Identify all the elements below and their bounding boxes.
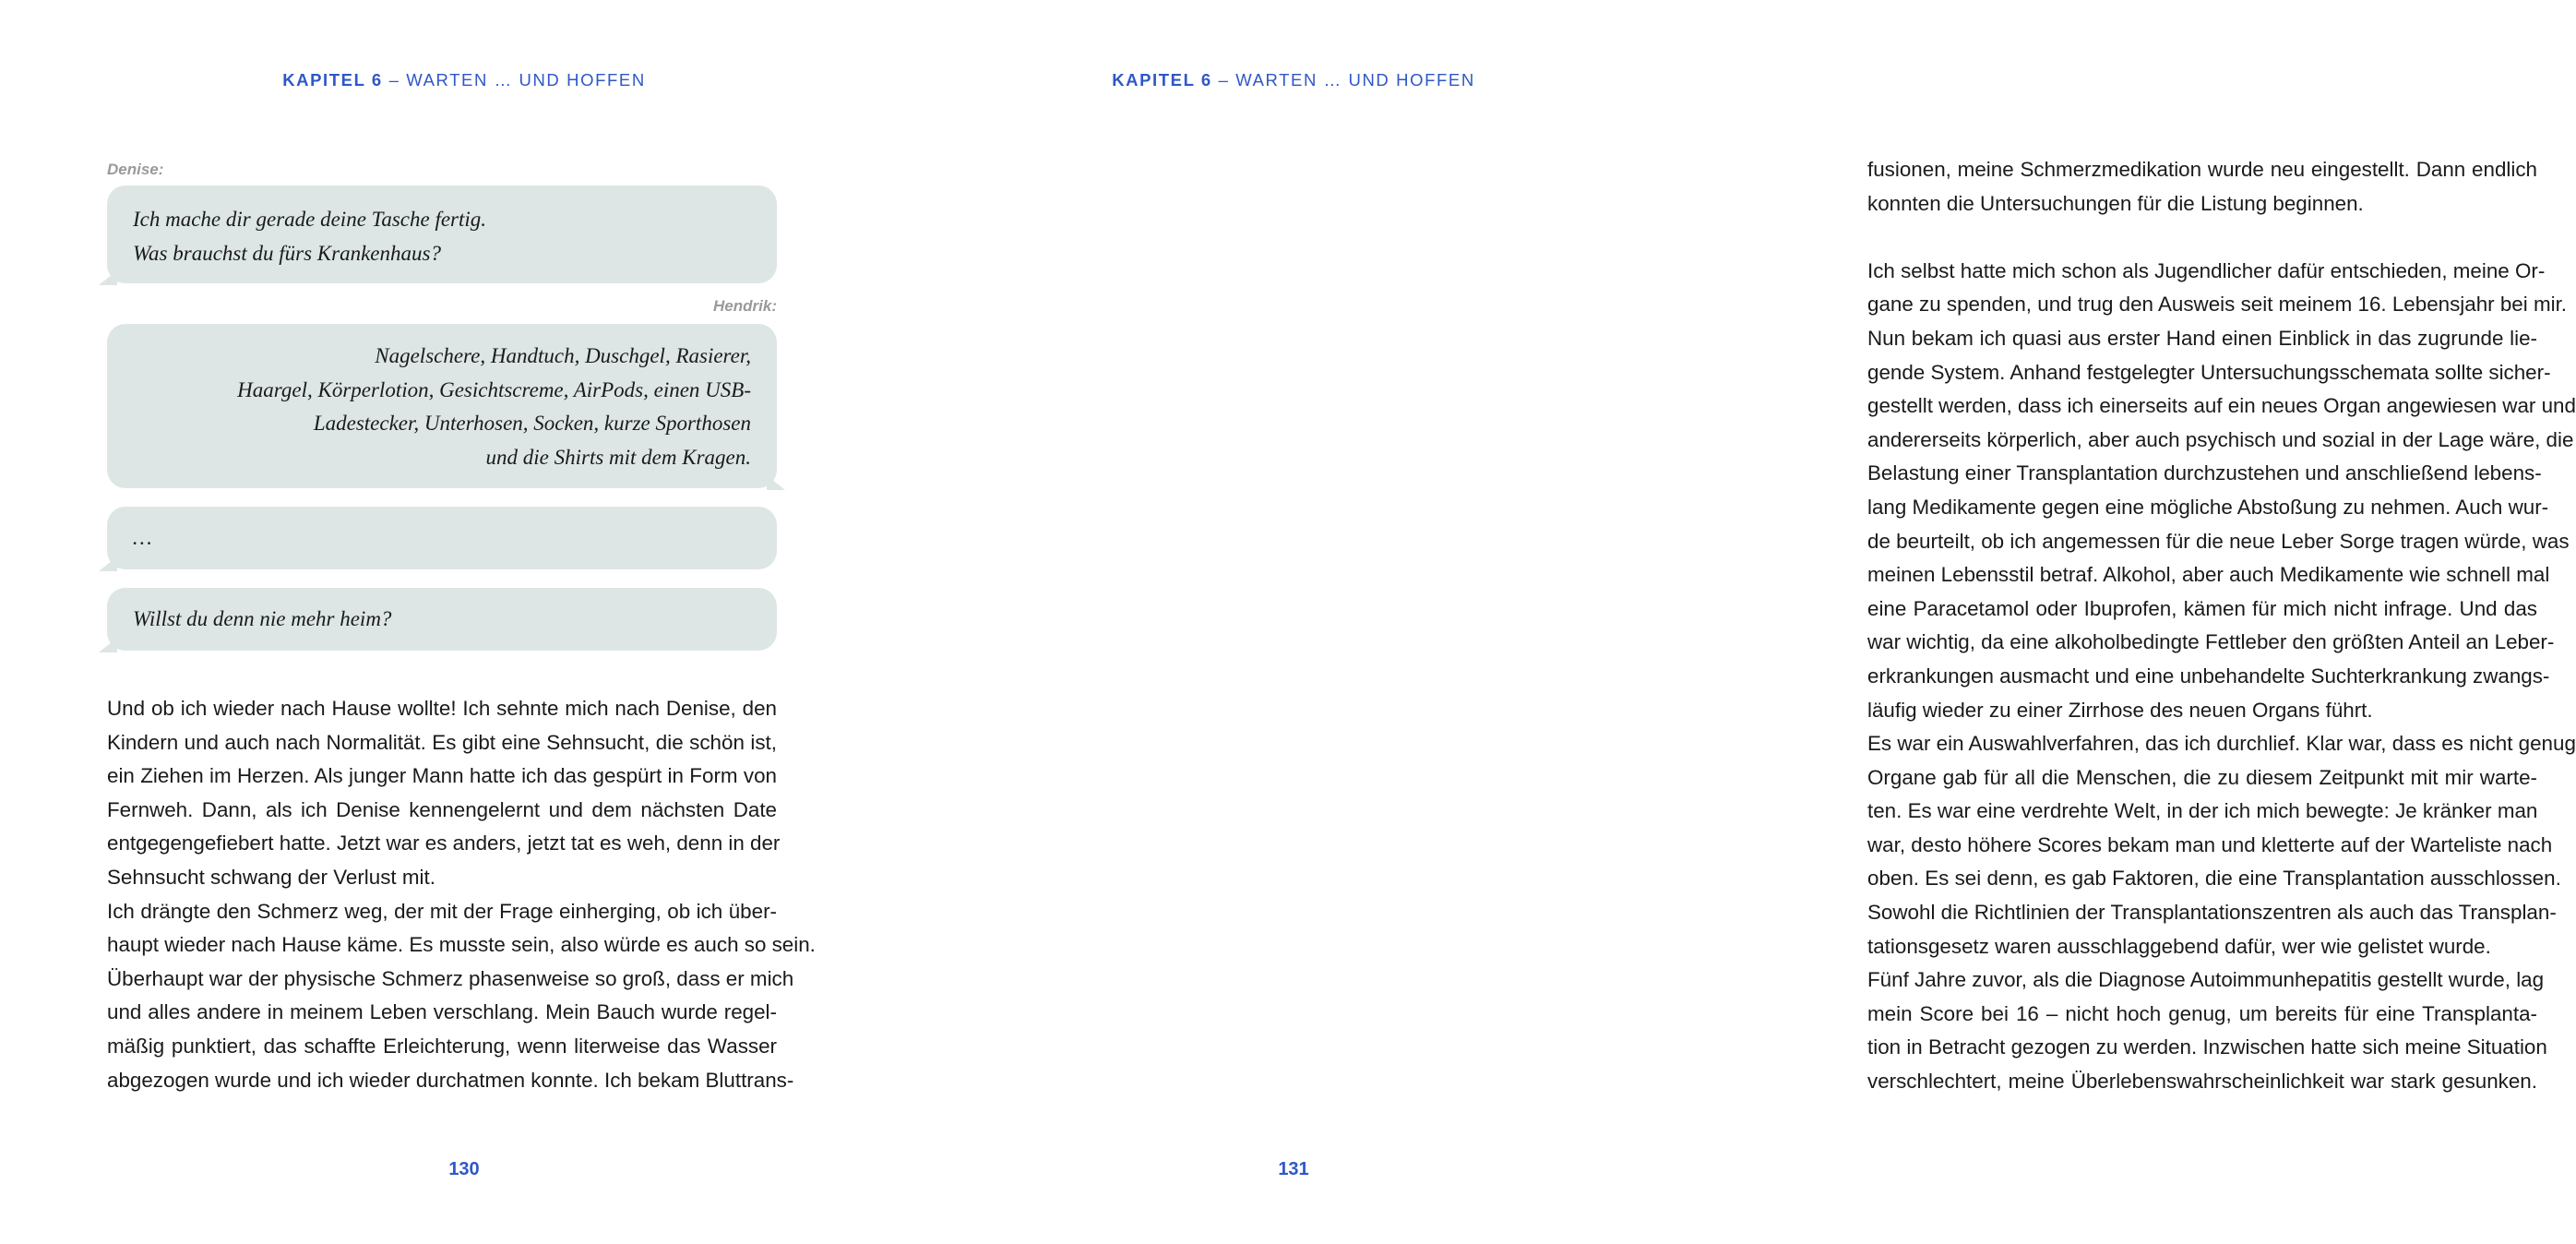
text-line: mäßig punktiert, das schaffte Erleichterung, wenn literweise das Wasser — [107, 1034, 777, 1058]
text-line: läufig wieder zu einer Zirrhose des neuen Organs führt. — [1867, 698, 2373, 722]
text-line: Sowohl die Richtlinien der Transplantationszentren als auch das Transplan- — [1867, 901, 2557, 925]
running-head-title: – WARTEN … UND HOFFEN — [382, 70, 646, 90]
chat-line: und die Shirts mit dem Kragen. — [485, 445, 751, 469]
body-text — [1867, 153, 2576, 1099]
text-line: war, desto höhere Scores bekam man und kletterte auf der Warteliste nach — [1867, 832, 2553, 856]
text-line: oben. Es sei denn, es gab Faktoren, die eine Transplantation ausschlossen. — [1867, 867, 2561, 891]
text-line: Fünf Jahre zuvor, als die Diagnose Autoimmunhepatitis gestellt wurde, lag — [1867, 968, 2545, 992]
text-line: andererseits körperlich, aber auch psychisch und sozial in der Lage wäre, die — [1867, 427, 2574, 451]
text-line: Nun bekam ich quasi aus erster Hand einen Einblick in das zugrunde lie- — [1867, 326, 2537, 350]
text-line: erkrankungen ausmacht und eine unbehandelte Suchterkrankung zwangs- — [1867, 664, 2550, 688]
text-line: Sehnsucht schwang der Verlust mit. — [107, 865, 435, 889]
text-line: gane zu spenden, und trug den Ausweis seit meinem 16. Lebensjahr bei mir. — [1867, 293, 2568, 317]
text-line: gende System. Anhand festgelegter Untersuchungsschemata sollte sicher- — [1867, 360, 2551, 384]
text-line: war wichtig, da eine alkoholbedingte Fettleber den größten Anteil an Leber- — [1867, 630, 2555, 654]
chat-line: Haargel, Körperlotion, Gesichtscreme, AirPods, einen USB- — [237, 377, 751, 401]
chat-line: Was brauchst du fürs Krankenhaus? — [133, 241, 441, 265]
chat-bubble-denise-3 — [107, 588, 777, 651]
text-line: Organe gab für all die Menschen, die zu diesem Zeitpunkt mit mir warte- — [1867, 765, 2537, 789]
text-line: haupt wieder nach Hause käme. Es musste sein, also würde es auch so sein. — [107, 933, 816, 957]
text-line: fusionen, meine Schmerzmedikation wurde neu eingestellt. Dann endlich — [1867, 158, 2537, 181]
text-line: Belastung einer Transplantation durchzustehen und anschließend lebens- — [1867, 461, 2542, 485]
running-head-chapter: KAPITEL 6 — [1112, 70, 1212, 90]
running-head — [26, 70, 902, 90]
speaker-label-hendrik: Hendrik: — [713, 297, 777, 315]
text-line: Ich selbst hatte mich schon als Jugendlicher dafür entschieden, meine Or- — [1867, 258, 2546, 282]
text-line: mein Score bei 16 – nicht hoch genug, um bereits für eine Transplanta- — [1867, 1001, 2537, 1025]
body-text — [107, 692, 816, 1097]
text-line: tion in Betracht gezogen zu werden. Inzwischen hatte sich meine Situation — [1867, 1035, 2547, 1059]
text-line: entgegengefiebert hatte. Jetzt war es anders, jetzt tat es weh, denn in der — [107, 831, 781, 855]
chat-line: Ich mache dir gerade deine Tasche fertig. — [133, 208, 487, 231]
text-line: de beurteilt, ob ich angemessen für die neue Leber Sorge tragen würde, was — [1867, 529, 2570, 553]
text-line: Kindern und auch nach Normalität. Es gibt eine Sehnsucht, die schön ist, — [107, 730, 777, 754]
chat-line: Ladestecker, Unterhosen, Socken, kurze Sporthosen — [313, 412, 751, 435]
text-line: konnten die Untersuchungen für die Listung beginnen. — [1867, 191, 2364, 215]
text-line: eine Paracetamol oder Ibuprofen, kämen für mich nicht infrage. Und das — [1867, 596, 2537, 620]
paragraph-gap — [1867, 221, 2537, 255]
page-number: 130 — [448, 1159, 480, 1179]
running-head-chapter: KAPITEL 6 — [282, 70, 383, 90]
chat-line: … — [133, 526, 152, 549]
chat-bubble-hendrik — [107, 324, 777, 488]
running-head — [855, 70, 1732, 90]
page-number: 131 — [1278, 1159, 1309, 1179]
text-line: Es war ein Auswahlverfahren, das ich durchlief. Klar war, dass es nicht genug — [1867, 732, 2576, 756]
text-line: ein Ziehen im Herzen. Als junger Mann hatte ich das gespürt in Form von — [107, 764, 777, 788]
chat-line: Nagelschere, Handtuch, Duschgel, Rasierer, — [375, 344, 751, 367]
right-page — [877, 0, 2576, 1244]
text-line: Fernweh. Dann, als ich Denise kennengelernt und dem nächsten Date — [107, 797, 777, 821]
text-line: meinen Lebensstil betraf. Alkohol, aber auch Medikamente wie schnell mal — [1867, 563, 2550, 587]
running-head-title: – WARTEN … UND HOFFEN — [1211, 70, 1475, 90]
text-line: tationsgesetz waren ausschlaggebend dafür, wer wie gelistet wurde. — [1867, 934, 2491, 958]
chat-bubble-denise-1 — [107, 185, 777, 283]
text-line: Und ob ich wieder nach Hause wollte! Ich sehnte mich nach Denise, den — [107, 697, 777, 720]
speaker-label-denise: Denise: — [107, 161, 164, 178]
text-line: abgezogen wurde und ich wieder durchatmen konnte. Ich bekam Bluttrans- — [107, 1068, 794, 1092]
text-line: Überhaupt war der physische Schmerz phasenweise so groß, dass er mich — [107, 966, 794, 990]
text-line: verschlechtert, meine Überlebenswahrscheinlichkeit war stark gesunken. — [1867, 1070, 2537, 1094]
chat-bubble-denise-2 — [107, 507, 777, 569]
text-line: gestellt werden, dass ich einerseits auf ein neues Organ angewiesen war und — [1867, 394, 2576, 418]
text-line: lang Medikamente gegen eine mögliche Abstoßung zu nehmen. Auch wur- — [1867, 495, 2549, 519]
left-page — [0, 0, 877, 1244]
text-line: Ich drängte den Schmerz weg, der mit der Frage einherging, ob ich über- — [107, 899, 777, 923]
text-line: ten. Es war eine verdrehte Welt, in der ich mich bewegte: Je kränker man — [1867, 799, 2538, 823]
text-line: und alles andere in meinem Leben verschlang. Mein Bauch wurde regel- — [107, 1000, 777, 1024]
chat-line: Willst du denn nie mehr heim? — [133, 607, 392, 630]
